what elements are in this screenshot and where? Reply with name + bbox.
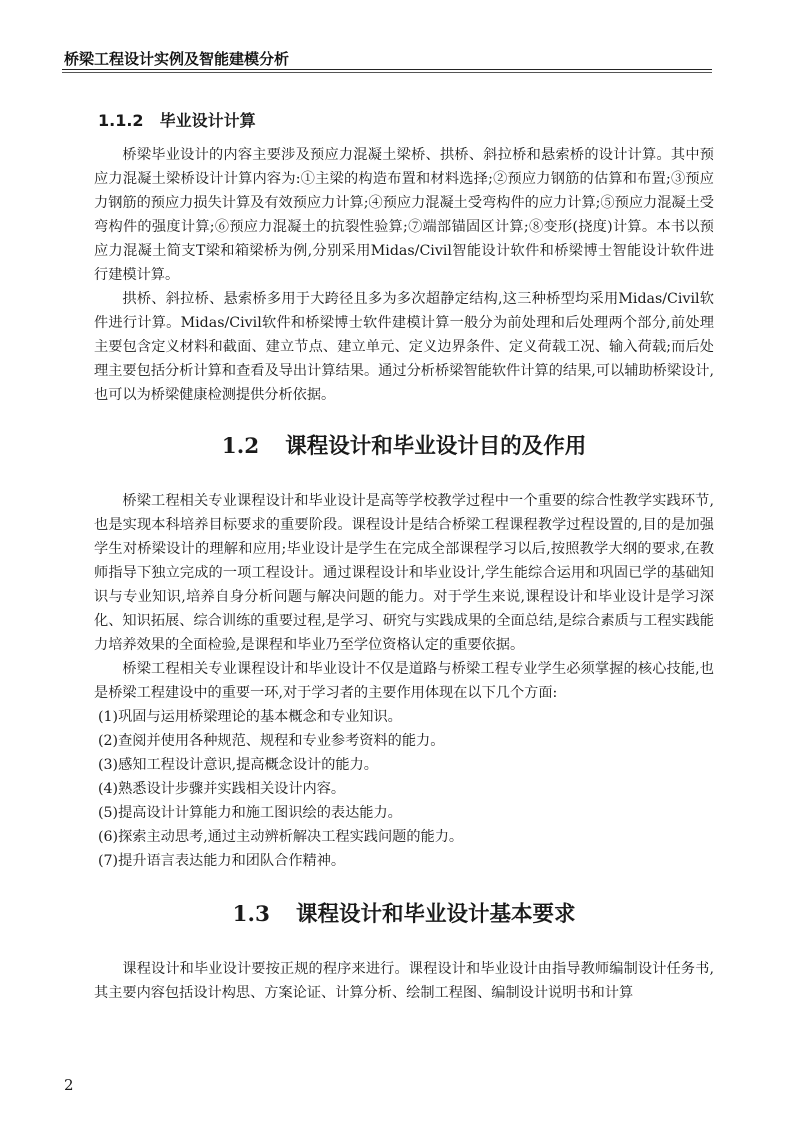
subsection-number: 1.1.2 — [98, 111, 144, 130]
list-item: (3)感知工程设计意识,提高概念设计的能力。 — [98, 757, 378, 773]
paragraph: 桥梁工程相关专业课程设计和毕业设计是高等学校教学过程中一个重要的综合性教学实践环节,也是实现本科培养目标要求的重要阶段。课程设计是结合桥梁工程课程教学过程设置的,目的是加强学生对桥梁设计的理解和应用;毕业设计是学生在完成全部课程学习以后,按照教学大纲的要求,在教师指导下独立完成的一项工程设计。通过课程设计和毕业设计,学生能综合运用和巩固已学的基础知识与专业知识,培养自身分析问题与解决问题的能力。对于学生来说,课程设计和毕业设计是学习深化、知识拓展、综合训练的重要过程,是学习、研究与实践成果的全面总结,是综合素质与工程实践能力培养效果的全面检验,是课程和毕业乃至学位资格认定的重要依据。 — [94, 493, 714, 653]
goals-list — [94, 705, 714, 873]
paragraph: 桥梁毕业设计的内容主要涉及预应力混凝土梁桥、拱桥、斜拉桥和悬索桥的设计计算。其中预应力混凝土梁桥设计计算内容为:①主梁的构造布置和材料选择;②预应力钢筋的估算和布置;③预应力钢筋的预应力损失计算及有效预应力计算;④预应力混凝土受弯构件的应力计算;⑤预应力混凝土受弯构件的强度计算;⑥预应力混凝土的抗裂性验算;⑦端部锚固区计算;⑧变形(挠度)计算。本书以预应力混凝土简支T梁和箱梁桥为例,分别采用Midas/Civil智能设计软件和桥梁博士智能设计软件进行建模计算。 — [94, 147, 714, 283]
header-rule-thin — [62, 72, 712, 73]
page-number: 2 — [64, 1076, 74, 1094]
list-item: (4)熟悉设计步骤并实践相关设计内容。 — [98, 781, 346, 797]
section-number: 1.3 — [232, 902, 270, 927]
subsection-heading — [98, 108, 714, 131]
section-title: 课程设计和毕业设计基本要求 — [295, 902, 576, 927]
running-header-title: 桥梁工程设计实例及智能建模分析 — [64, 50, 290, 68]
list-item: (2)查阅并使用各种规范、规程和专业参考资料的能力。 — [98, 733, 445, 749]
section-number: 1.2 — [221, 434, 260, 459]
paragraph: 拱桥、斜拉桥、悬索桥多用于大跨径且多为多次超静定结构,这三种桥型均采用Midas/Civil软件进行计算。Midas/Civil软件和桥梁博士软件建模计算一般分为前处理和后处理两个部分,前处理主要包含定义材料和截面、建立节点、建立单元、定义边界条件、定义荷载工况、输入荷载;而后处理主要包括分析计算和查看及导出计算结果。通过分析桥梁智能软件计算的结果,可以辅助桥梁设计,也可以为桥梁健康检测提供分析依据。 — [94, 291, 714, 403]
header-rule — [62, 69, 712, 70]
page-content — [94, 108, 714, 1005]
list-item: (6)探索主动思考,通过主动辨析解决工程实践问题的能力。 — [98, 829, 464, 845]
list-item: (1)巩固与运用桥梁理论的基本概念和专业知识。 — [98, 709, 402, 725]
subsection-title: 毕业设计计算 — [159, 111, 256, 130]
list-item: (5)提高设计计算能力和施工图识绘的表达能力。 — [98, 805, 402, 821]
section-title: 课程设计和毕业设计目的及作用 — [285, 434, 587, 459]
paragraph: 桥梁工程相关专业课程设计和毕业设计不仅是道路与桥梁工程专业学生必须掌握的核心技能,也是桥梁工程建设中的重要一环,对于学习者的主要作用体现在以下几个方面: — [94, 661, 714, 701]
section-heading — [94, 891, 714, 939]
list-item: (7)提升语言表达能力和团队合作精神。 — [98, 853, 346, 869]
section-heading — [94, 423, 714, 471]
paragraph: 课程设计和毕业设计要按正规的程序来进行。课程设计和毕业设计由指导教师编制设计任务书,其主要内容包括设计构思、方案论证、计算分析、绘制工程图、编制设计说明书和计算 — [94, 961, 714, 1001]
